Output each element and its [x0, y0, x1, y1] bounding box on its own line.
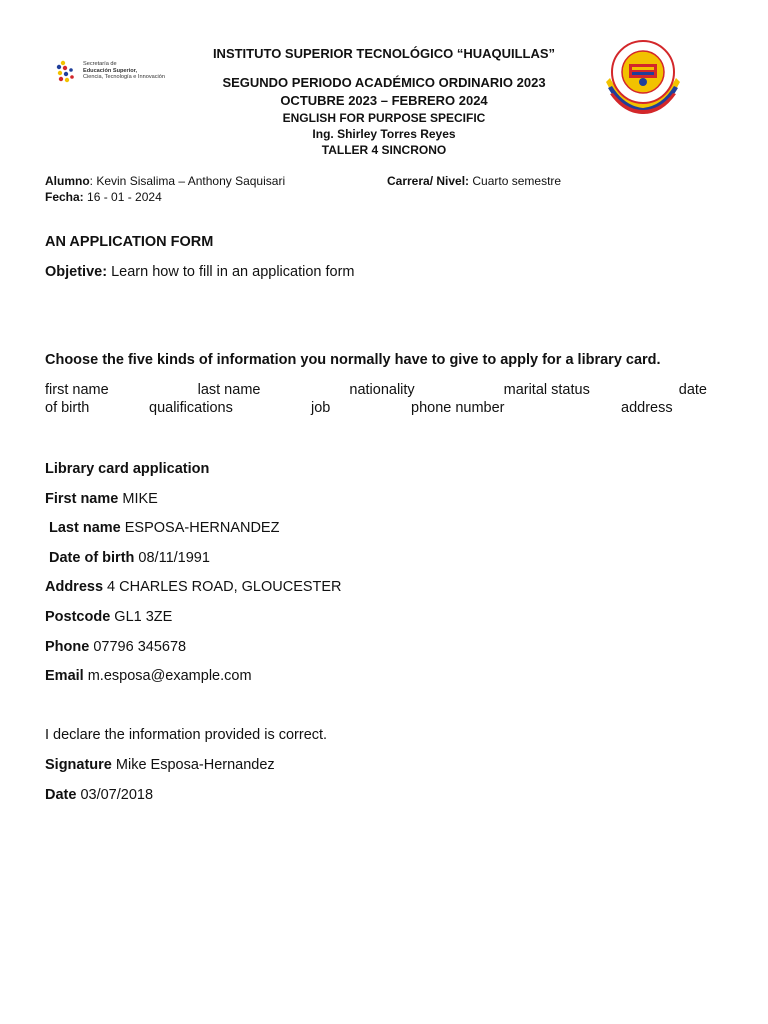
first-name-value: MIKE [118, 491, 158, 507]
career-value: Cuarto semestre [469, 174, 562, 188]
objective [45, 264, 355, 280]
signature-value: Mike Esposa-Hernandez [111, 757, 275, 773]
option-first-name: first name [45, 382, 109, 398]
option-phone-number: phone number [411, 400, 505, 416]
student-value: : Kevin Sisalima – Anthony Saquisari [89, 174, 286, 188]
option-marital-status: marital status [503, 382, 590, 398]
dob-label: Date of birth [49, 550, 135, 566]
workshop-title: TALLER 4 SINCRONO [321, 143, 447, 157]
student-label: Alumno [45, 174, 90, 188]
form-date-row [45, 787, 153, 803]
logo-line-3: Ciencia, Tecnología e Innovación [83, 74, 165, 81]
date-value: 16 - 01 - 2024 [83, 190, 162, 204]
date-field [45, 190, 162, 204]
address-value: 4 CHARLES ROAD, GLOUCESTER [103, 579, 342, 595]
option-nationality: nationality [349, 382, 415, 398]
logo-line-1: Secretaría de [83, 61, 117, 67]
form-title: Library card application [45, 461, 210, 477]
objective-label: Objetive: [45, 264, 108, 280]
signature-label: Signature [45, 757, 112, 773]
form-date-label: Date [45, 787, 77, 803]
option-address: address [621, 400, 673, 416]
option-qualifications: qualifications [149, 400, 233, 416]
career-label: Carrera/ Nivel: [387, 174, 470, 188]
dob-row [49, 550, 210, 566]
postcode-label: Postcode [45, 609, 111, 625]
instruction: Choose the five kinds of information you normally have to give to apply for a library card. [45, 352, 661, 368]
address-row [45, 579, 342, 595]
page-title: AN APPLICATION FORM [45, 234, 214, 250]
options-list [45, 382, 707, 418]
phone-value: 07796 345678 [89, 639, 187, 655]
email-label: Email [45, 668, 84, 684]
dob-value: 08/11/1991 [134, 550, 210, 566]
postcode-value: GL1 3ZE [110, 609, 173, 625]
option-last-name: last name [197, 382, 261, 398]
option-date: date [678, 382, 707, 398]
form-date-value: 03/07/2018 [76, 787, 154, 803]
teacher-name: Ing. Shirley Torres Reyes [312, 127, 456, 141]
logo-line-2: Educación Superior, [83, 67, 138, 74]
course-name: ENGLISH FOR PURPOSE SPECIFIC [282, 111, 486, 125]
option-of-birth: of birth [45, 400, 90, 416]
last-name-row [49, 520, 279, 536]
email-value: m.esposa@example.com [83, 668, 252, 684]
first-name-label: First name [45, 491, 119, 507]
first-name-row [45, 491, 158, 507]
option-job: job [311, 400, 331, 416]
phone-label: Phone [45, 639, 90, 655]
objective-value: Learn how to fill in an application form [107, 264, 355, 280]
postcode-row [45, 609, 172, 625]
last-name-value: ESPOSA-HERNANDEZ [120, 520, 280, 536]
signature-row [45, 757, 275, 773]
institute-name: INSTITUTO SUPERIOR TECNOLÓGICO “HUAQUILLAS” [212, 46, 556, 61]
declaration: I declare the information provided is correct. [45, 727, 328, 743]
phone-row [45, 639, 186, 655]
career-field [387, 174, 561, 188]
address-label: Address [45, 579, 104, 595]
period-dates: OCTUBRE 2023 – FEBRERO 2024 [280, 93, 488, 108]
email-row [45, 668, 252, 684]
date-label: Fecha: [45, 190, 84, 204]
options-row-2 [45, 400, 707, 418]
options-row-1 [45, 382, 707, 398]
last-name-label: Last name [49, 520, 121, 536]
student-field [45, 174, 285, 188]
academic-period: SEGUNDO PERIODO ACADÉMICO ORDINARIO 2023 [222, 75, 546, 90]
